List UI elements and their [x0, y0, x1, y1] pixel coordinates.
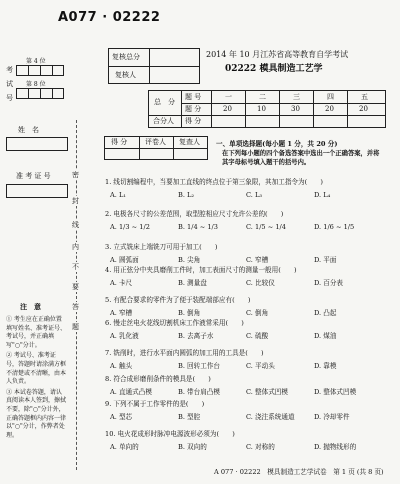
review-total-label: 复核总分 — [112, 53, 140, 61]
question-option: B. 双向的 — [178, 443, 207, 451]
exam-title: 2014 年 10 月江苏省高等教育自学考试 — [206, 50, 349, 59]
seat-8-label: 第 8 位 — [26, 81, 46, 88]
question-option: A. 单向的 — [110, 443, 139, 451]
question-option: A. 卡尺 — [110, 279, 133, 287]
section1-instruction-2: 其字母标号填入题干的括号内。 — [222, 159, 311, 166]
points-4: 20 — [325, 105, 334, 113]
reviewer-label: 复核人 — [115, 71, 136, 79]
note-2: ② 考试号、准考证号，答题时请涂满方框不清楚或不清晰，由本人负责。 — [6, 352, 67, 386]
seal-word-da: 答 — [72, 303, 79, 311]
name-label: 姓 名 — [18, 126, 39, 134]
points-3: 30 — [291, 105, 300, 113]
question-option: D. 平面 — [314, 256, 337, 264]
question-option: C. 1/5 ~ 1/4 — [246, 223, 286, 231]
question-option: C. 浇注系统通道 — [246, 413, 295, 421]
question-option: B. 尖角 — [178, 256, 201, 264]
page-footer: A 077 · 02222 模具制造工艺学试卷 第 1 页 (共 8 页) — [214, 468, 384, 476]
question-option: D. 靠模 — [314, 362, 337, 370]
question-option: C. 硫酸 — [246, 332, 269, 340]
question-option: A. 型芯 — [110, 413, 133, 421]
row-header-question: 题 号 — [185, 93, 202, 101]
seal-word-yao: 要 — [72, 283, 79, 291]
note-1: ① 考生应在正确位置填写姓名、准考证号、考试号，并正确填写"○"分计。 — [6, 316, 67, 349]
question-option: B. 带台肩凸模 — [178, 388, 221, 396]
grader-label: 评卷人 — [145, 138, 166, 146]
exam-code: A077 · 02222 — [58, 10, 161, 25]
section1-title: 一、单项选择题(每小题 1 分，共 20 分) — [216, 140, 338, 148]
question-option: D. 抛物线形的 — [314, 443, 357, 451]
seat-label-shi: 试 — [6, 80, 13, 88]
question-stem: 8. 符合成形磨削条件的模具是( ) — [105, 375, 211, 383]
review-box — [108, 48, 200, 84]
points-5: 20 — [359, 105, 368, 113]
subject-title: 02222 模具制造工艺学 — [225, 64, 323, 74]
question-stem: 2. 电极各尺寸的公差范围，取型腔相应尺寸允许公差的( ) — [105, 210, 284, 218]
question-stem: 10. 电火花成形时脉冲电源波形必须为( ) — [105, 430, 235, 438]
question-option: C. 平动头 — [246, 362, 275, 370]
question-option: C. 对称的 — [246, 443, 275, 451]
total-score-label: 总 分 — [154, 98, 175, 106]
question-stem: 1. 线切割编程中，当要加工直线的终点位于第三象限，其加工指令为( ) — [105, 178, 323, 186]
question-option: D. 整体式凹模 — [314, 388, 357, 396]
candidate-id-field[interactable] — [6, 184, 68, 198]
question-option: C. 倒角 — [246, 309, 269, 317]
candidate-id-label: 准 考 证 号 — [16, 172, 51, 180]
grader-box — [104, 136, 208, 160]
col-3: 三 — [293, 93, 300, 101]
question-option: B. 回转工作台 — [178, 362, 221, 370]
notes-text — [6, 316, 66, 440]
seat-grid-bottom — [16, 88, 64, 99]
col-5: 五 — [361, 93, 368, 101]
points-1: 20 — [223, 105, 232, 113]
question-option: C. 窄槽 — [246, 256, 269, 264]
question-stem: 4. 用正弦分中夹具磨削工件时，加工表面尺寸的测量一般用( ) — [105, 266, 297, 274]
question-option: D. 1/6 ~ 1/5 — [314, 223, 355, 231]
question-stem: 3. 立式铣床上端铣刀可用于加工( ) — [105, 243, 218, 251]
section1-instruction-1: 在下列每小题的四个备选答案中选出一个正确答案，并将 — [222, 150, 380, 157]
points-2: 10 — [257, 105, 266, 113]
question-option: B. 测量盘 — [178, 279, 207, 287]
seal-word-feng: 封 — [72, 197, 79, 205]
question-option: D. L₄ — [314, 191, 331, 199]
seat-4-label: 第 4 位 — [26, 58, 46, 65]
row-header-points: 题 分 — [185, 105, 202, 113]
seal-word-xian: 线 — [72, 221, 79, 229]
question-stem: 9. 下列不属于工作零件的是( ) — [105, 400, 205, 408]
col-1: 一 — [225, 93, 232, 101]
question-option: D. 凸起 — [314, 309, 337, 317]
seal-word-nei: 内 — [72, 243, 79, 251]
reviewer-check-label: 复查人 — [179, 138, 200, 146]
question-stem: 6. 慢走丝电火花线切割机床工作液常采用( ) — [105, 319, 244, 327]
question-option: A. 圆弧面 — [110, 256, 139, 264]
grader-score-label: 得 分 — [111, 138, 128, 146]
seal-word-bu: 不 — [72, 263, 79, 271]
question-stem: 5. 有配合要求的零件为了便于装配端部应有( ) — [105, 296, 251, 304]
question-option: C. 比较仪 — [246, 279, 275, 287]
name-field[interactable] — [6, 137, 68, 151]
question-option: B. L₂ — [178, 191, 195, 199]
note-3: ③ 本试卷答题，请认真阅读本人签到，擦拭不要，除"○"分计外，正确答题框内内容一律以"○"分计，作弊者处理。 — [6, 388, 67, 439]
question-option: D. 冷却零件 — [314, 413, 350, 421]
question-option: A. 1/3 ~ 1/2 — [110, 223, 150, 231]
seal-word-mi: 密 — [72, 171, 79, 179]
seal-word-ti: 题 — [72, 323, 79, 331]
question-option: A. 窄槽 — [110, 309, 133, 317]
score-table — [148, 90, 386, 128]
question-option: C. 整体式凹模 — [246, 388, 288, 396]
col-2: 二 — [259, 93, 266, 101]
question-option: C. L₃ — [246, 191, 263, 199]
question-option: D. 百分表 — [314, 279, 344, 287]
question-option: A. 乳化液 — [110, 332, 139, 340]
question-option: D. 煤油 — [314, 332, 337, 340]
question-option: B. 去离子水 — [178, 332, 214, 340]
question-option: B. 1/4 ~ 1/3 — [178, 223, 218, 231]
question-option: B. 倒角 — [178, 309, 201, 317]
question-option: A. L₁ — [110, 191, 126, 199]
tally-person-label: 合分人 — [153, 117, 174, 125]
seat-grid-top — [16, 65, 64, 76]
question-option: A. 触头 — [110, 362, 133, 370]
question-option: B. 型腔 — [178, 413, 201, 421]
question-stem: 7. 铣削时，进行水平面内圆弧的加工用的工具是( ) — [105, 349, 264, 357]
notes-title: 注 意 — [20, 302, 41, 311]
question-option: A. 直通式凸模 — [110, 388, 152, 396]
row-header-score: 得 分 — [185, 117, 202, 125]
seat-label-hao: 号 — [6, 94, 13, 102]
col-4: 四 — [327, 93, 334, 101]
seat-label-kao: 考 — [6, 66, 13, 74]
